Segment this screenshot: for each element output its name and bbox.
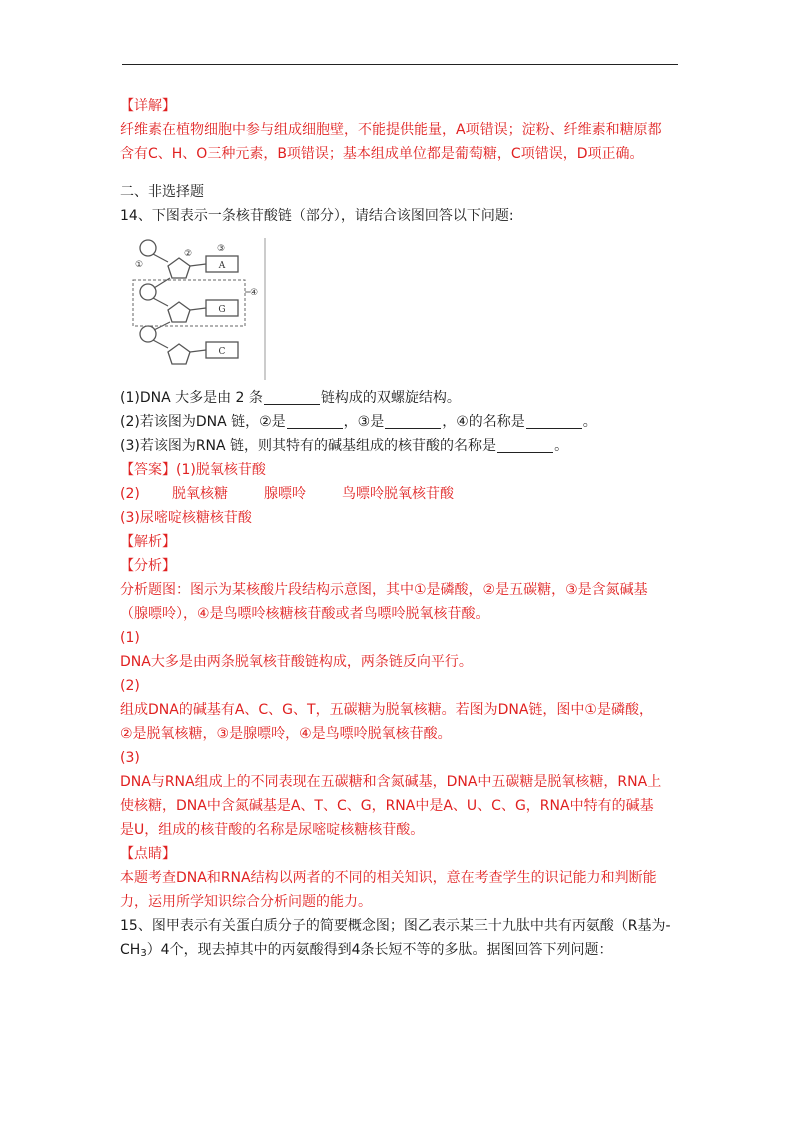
phosphate-circle: [140, 240, 156, 256]
part1-text: DNA大多是由两条脱氧核苷酸链构成，两条链反向平行。: [120, 654, 473, 670]
answer-blank: [264, 390, 320, 405]
answer-heading: 【答案】: [120, 462, 176, 478]
answer-line-2: (2) 脱氧核糖 腺嘌呤 鸟嘌呤脱氧核苷酸: [120, 486, 454, 502]
part2-label: (2): [120, 678, 140, 694]
answer-line-3: (3)尿嘧啶核糖核苷酸: [120, 510, 252, 526]
q15-line-1: 15、图甲表示有关蛋白质分子的简要概念图；图乙表示某三十九肽中共有丙氨酸（R基为-: [120, 918, 671, 934]
detail-line-1: 纤维素在植物细胞中参与组成细胞壁，不能提供能量，A项错误；淀粉、纤维素和糖原都: [120, 122, 662, 138]
label-4: ④: [250, 288, 259, 298]
label-3: ③: [217, 244, 226, 254]
part3-line-2: 使核糖，DNA中含氮碱基是A、T、C、G，RNA中是A、U、C、G，RNA中特有的碱基: [120, 798, 654, 814]
phosphate-circle: [140, 326, 156, 342]
page-content: [120, 94, 682, 966]
detail-line-2: 含有C、H、O三种元素，B项错误；基本组成单位都是葡萄糖，C项错误，D项正确。: [120, 146, 644, 162]
pentose-shape: [168, 302, 190, 322]
base-label-a: A: [218, 261, 226, 271]
nucleotide-dashed-box: [133, 280, 245, 326]
section-title: 二、非选择题: [120, 184, 204, 200]
q15-line-2: $CH_3)4$个，现去掉其中的丙氨酸得到4条长短不等的多肽。据图回答下列问题：: [120, 942, 613, 959]
q14-sub3: (3)若该图为RNA 链，则其特有的碱基组成的核苷酸的名称是 。: [120, 438, 569, 454]
dianjing-line-1: 本题考查DNA和RNA结构以两者的不同的相关知识，意在考查学生的识记能力和判断能: [120, 870, 657, 886]
base-label-c: C: [218, 347, 226, 357]
part3-label: (3): [120, 750, 140, 766]
dianjing-heading: 【点睛】: [120, 846, 176, 862]
label-1: ①: [135, 260, 144, 270]
q14-sub1: (1)DNA 大多是由 2 条 链构成的双螺旋结构。: [120, 390, 461, 406]
part1-label: (1): [120, 630, 140, 646]
pentose-shape: [168, 344, 190, 364]
base-label-g: G: [218, 305, 226, 315]
nucleotide-chain-figure: [126, 234, 286, 384]
answer-line-1: 【答案】(1)脱氧核苷酸: [120, 462, 266, 478]
fenxi-heading: 【分析】: [120, 558, 176, 574]
detail-heading: 【详解】: [120, 98, 176, 114]
phosphate-circle: [140, 284, 156, 300]
q14-sub2: (2)若该图为DNA 链，②是 ，③是 ，④的名称是 。: [120, 414, 597, 430]
part3-line-1: DNA与RNA组成上的不同表现在五碳糖和含氮碱基，DNA中五碳糖是脱氧核糖，RNA上: [120, 774, 662, 790]
answer-blank: [385, 414, 441, 429]
part2-line-2: ②是脱氧核糖，③是腺嘌呤，④是鸟嘌呤脱氧核苷酸。: [120, 726, 452, 742]
part2-line-1: 组成DNA的碱基有A、C、G、T，五碳糖为脱氧核糖。若图为DNA链，图中①是磷酸，: [120, 702, 653, 718]
header-rule: [122, 64, 678, 65]
analysis-heading: 【解析】: [120, 534, 176, 550]
dianjing-line-2: 力，运用所学知识综合分析问题的能力。: [120, 894, 372, 910]
answer-blank: [497, 438, 553, 453]
fenxi-line-1: 分析题图：图示为某核酸片段结构示意图，其中①是磷酸，②是五碳糖，③是含氮碱基: [120, 582, 648, 598]
answer-blank: [287, 414, 343, 429]
label-2: ②: [184, 249, 193, 259]
answer-blank: [526, 414, 582, 429]
q14-stem: 14、下图表示一条核苷酸链（部分），请结合该图回答以下问题:: [120, 208, 514, 224]
fenxi-line-2: （腺嘌呤），④是鸟嘌呤核糖核苷酸或者鸟嘌呤脱氧核苷酸。: [120, 606, 490, 622]
pentose-shape: [168, 258, 190, 278]
part3-line-3: 是U，组成的核苷酸的名称是尿嘧啶核糖核苷酸。: [120, 822, 425, 838]
